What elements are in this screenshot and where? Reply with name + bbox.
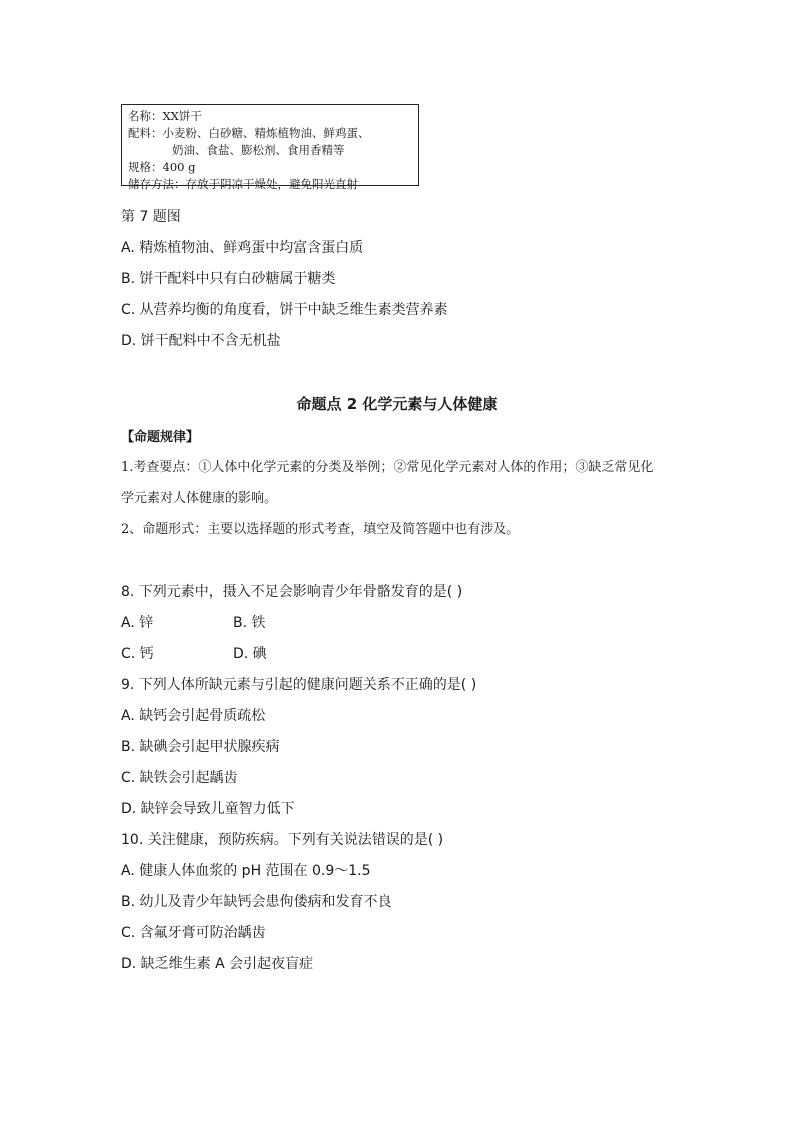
q8-option-c: C. 钙: [121, 646, 154, 662]
q7-option-c: C. 从营养均衡的角度看，饼干中缺乏维生素类营养素: [121, 302, 448, 318]
q8-option-a: A. 锌: [121, 615, 154, 631]
rule-1-line-2: 学元素对人体健康的影响。: [121, 491, 278, 506]
biscuit-label-box: [121, 104, 419, 191]
q7-option-b: B. 饼干配料中只有白砂糖属于糖类: [121, 271, 336, 287]
q10-option-d: D. 缺乏维生素 A 会引起夜盲症: [121, 956, 314, 972]
rule-1-line-1: 1.考查要点：①人体中化学元素的分类及举例；②常见化学元素对人体的作用；③缺乏常见化: [121, 460, 654, 475]
section-title: 命题点 2 化学元素与人体健康: [296, 395, 498, 413]
rule-2: 2、命题形式：主要以选择题的形式考查，填空及简答题中也有涉及。: [121, 522, 520, 537]
q7-option-d: D. 饼干配料中不含无机盐: [121, 333, 281, 349]
q10-option-b: B. 幼儿及青少年缺钙会患佝偻病和发育不良: [121, 894, 392, 910]
label-storage: 储存方法：存放于阴凉干燥处，避免阳光直射: [128, 177, 358, 191]
label-name: 名称：XX饼干: [128, 109, 202, 123]
q9-option-b: B. 缺碘会引起甲状腺疾病: [121, 739, 280, 755]
q8-stem: 8. 下列元素中，摄入不足会影响青少年骨骼发育的是( ): [121, 584, 463, 600]
q10-option-c: C. 含氟牙膏可防治龋齿: [121, 925, 266, 941]
label-ingredients: 配料：小麦粉、白砂糖、精炼植物油、鲜鸡蛋、: [128, 126, 370, 140]
q9-option-c: C. 缺铁会引起龋齿: [121, 770, 238, 786]
label-ingredients-cont: 奶油、食盐、膨松剂、食用香精等: [172, 143, 345, 157]
q8-option-d: D. 碘: [233, 646, 267, 662]
q9-option-d: D. 缺锌会导致儿童智力低下: [121, 801, 295, 817]
q9-option-a: A. 缺钙会引起骨质疏松: [121, 708, 266, 724]
label-spec: 规格：400 g: [128, 160, 196, 174]
q8-option-b: B. 铁: [233, 615, 266, 631]
q7-option-a: A. 精炼植物油、鲜鸡蛋中均富含蛋白质: [121, 240, 364, 256]
q9-stem: 9. 下列人体所缺元素与引起的健康问题关系不正确的是( ): [121, 677, 477, 693]
rule-header: 【命题规律】: [121, 430, 200, 445]
figure-caption: 第 7 题图: [121, 209, 181, 225]
q10-stem: 10. 关注健康，预防疾病。下列有关说法错误的是( ): [121, 832, 444, 848]
q10-option-a: A. 健康人体血浆的 pH 范围在 0.9～1.5: [121, 863, 371, 879]
